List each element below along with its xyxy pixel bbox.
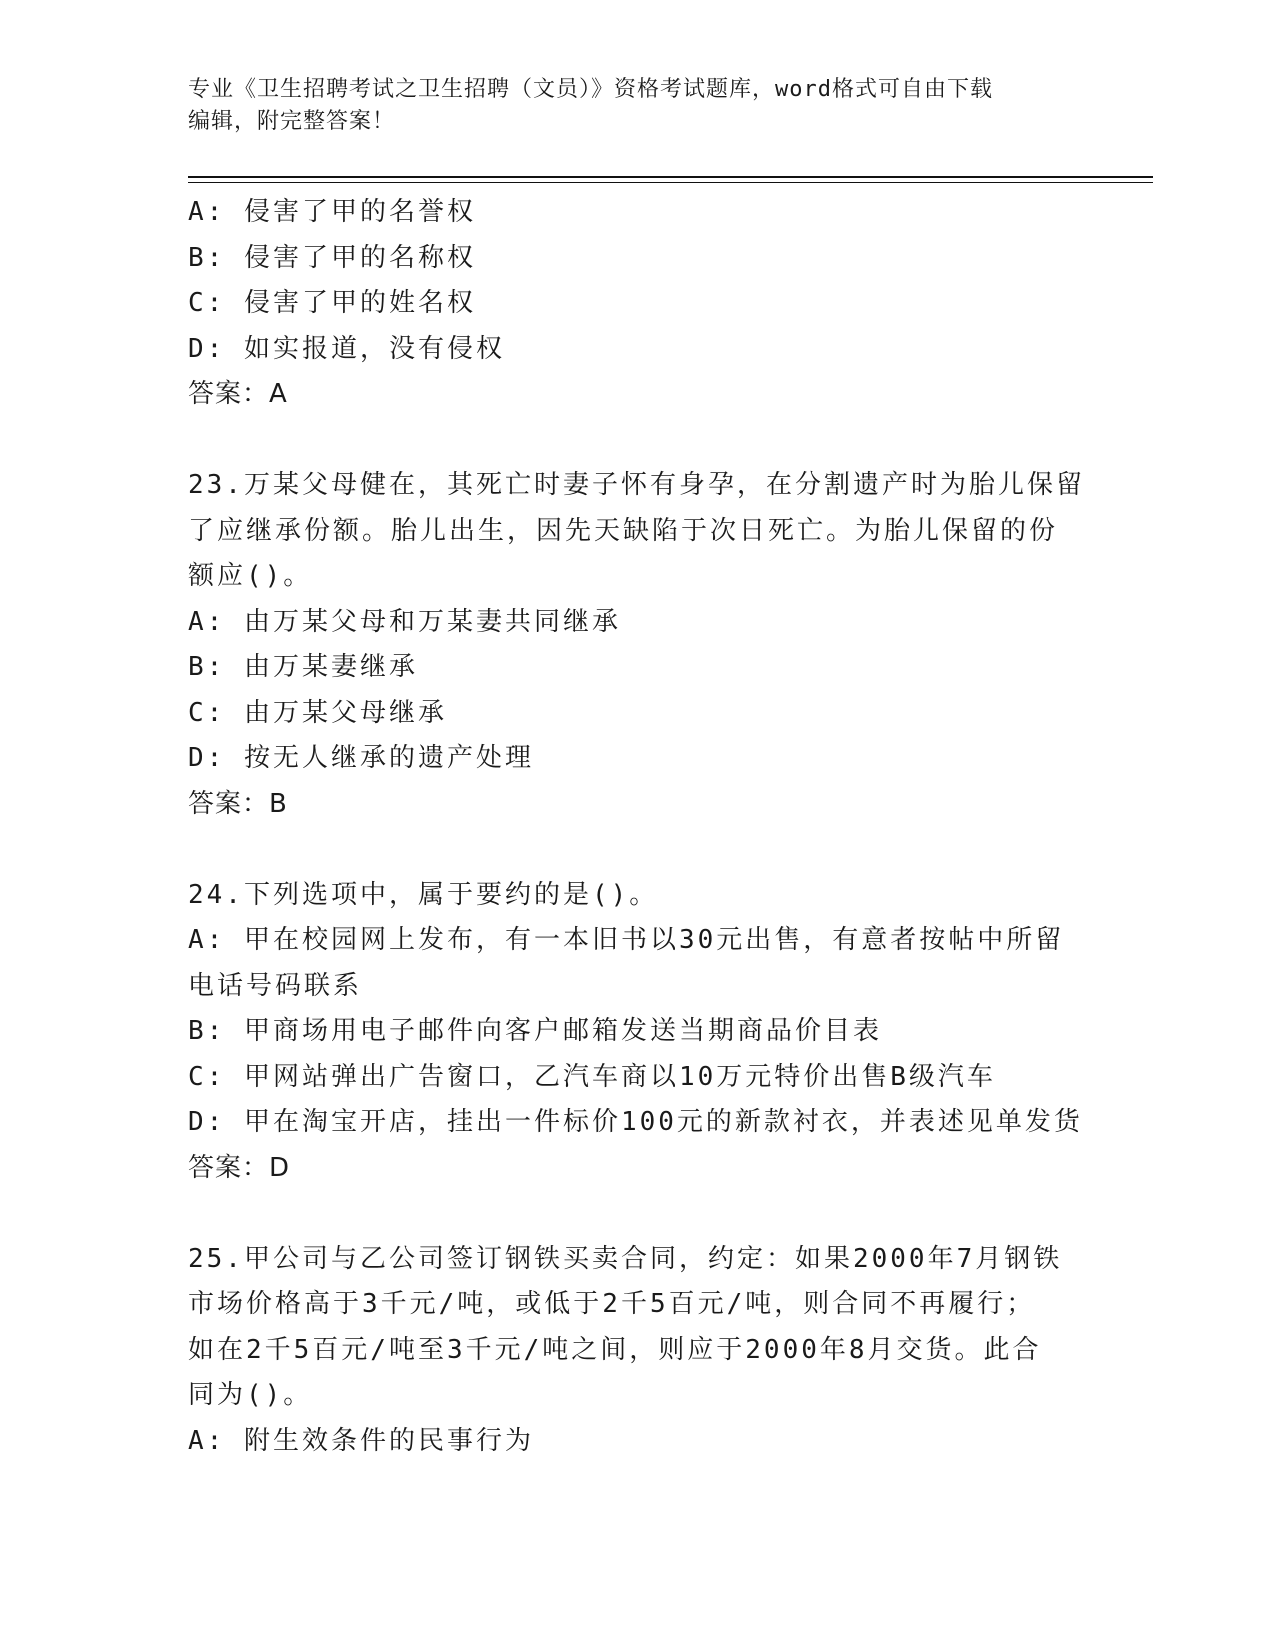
header-divider-thin bbox=[188, 182, 1153, 183]
option-d: D: 甲在淘宝开店，挂出一件标价100元的新款衬衣，并表述见单发货 bbox=[188, 1107, 1083, 1137]
question-24 bbox=[188, 873, 1118, 1192]
answer-line: 答案：B bbox=[188, 788, 288, 819]
option-c: C: 甲网站弹出广告窗口，乙汽车商以10万元特价出售B级汽车 bbox=[188, 1061, 996, 1092]
question-stem-line: 了应继承份额。胎儿出生，因先天缺陷于次日死亡。为胎儿保留的份 bbox=[188, 515, 1059, 546]
option-a: A: 侵害了甲的名誉权 bbox=[188, 197, 476, 227]
option-a: A: 甲在校园网上发布，有一本旧书以30元出售，有意者按帖中所留 bbox=[188, 925, 1065, 955]
option-a-continued: 电话号码联系 bbox=[188, 970, 363, 1001]
question-stem-line: 25.甲公司与乙公司签订钢铁买卖合同，约定：如果2000年7月钢铁 bbox=[188, 1243, 1063, 1274]
option-c: C: 由万某父母继承 bbox=[188, 697, 447, 728]
spacer bbox=[188, 827, 1118, 873]
answer-line: 答案：A bbox=[188, 379, 288, 409]
question-22 bbox=[188, 190, 1118, 418]
question-stem-line: 市场价格高于3千元/吨，或低于2千5百元/吨，则合同不再履行； bbox=[188, 1289, 1036, 1319]
answer-line: 答案：D bbox=[188, 1152, 291, 1183]
option-d: D: 按无人继承的遗产处理 bbox=[188, 743, 534, 773]
question-23 bbox=[188, 463, 1118, 827]
document-header bbox=[188, 74, 1088, 138]
option-d: D: 如实报道，没有侵权 bbox=[188, 333, 505, 364]
option-b: B: 由万某妻继承 bbox=[188, 652, 418, 682]
option-b: B: 甲商场用电子邮件向客户邮箱发送当期商品价目表 bbox=[188, 1016, 882, 1046]
header-divider-thick bbox=[188, 176, 1153, 178]
option-a: A: 附生效条件的民事行为 bbox=[188, 1425, 534, 1456]
header-line-2: 编辑，附完整答案！ bbox=[188, 109, 396, 134]
spacer bbox=[188, 418, 1118, 464]
question-stem-line: 额应()。 bbox=[188, 561, 313, 591]
question-stem-line: 同为()。 bbox=[188, 1380, 313, 1410]
question-stem-line: 24.下列选项中，属于要约的是()。 bbox=[188, 879, 659, 910]
question-stem-line: 如在2千5百元/吨至3千元/吨之间，则应于2000年8月交货。此合 bbox=[188, 1334, 1042, 1365]
header-line-1: 专业《卫生招聘考试之卫生招聘（文员）》资格考试题库，word格式可自由下载 bbox=[188, 77, 993, 102]
option-b: B: 侵害了甲的名称权 bbox=[188, 242, 476, 273]
question-stem-line: 23.万某父母健在，其死亡时妻子怀有身孕，在分割遗产时为胎儿保留 bbox=[188, 470, 1085, 500]
question-list bbox=[188, 190, 1118, 1464]
spacer bbox=[188, 1191, 1118, 1237]
option-a: A: 由万某父母和万某妻共同继承 bbox=[188, 606, 621, 637]
option-c: C: 侵害了甲的姓名权 bbox=[188, 288, 476, 318]
question-25 bbox=[188, 1237, 1118, 1465]
